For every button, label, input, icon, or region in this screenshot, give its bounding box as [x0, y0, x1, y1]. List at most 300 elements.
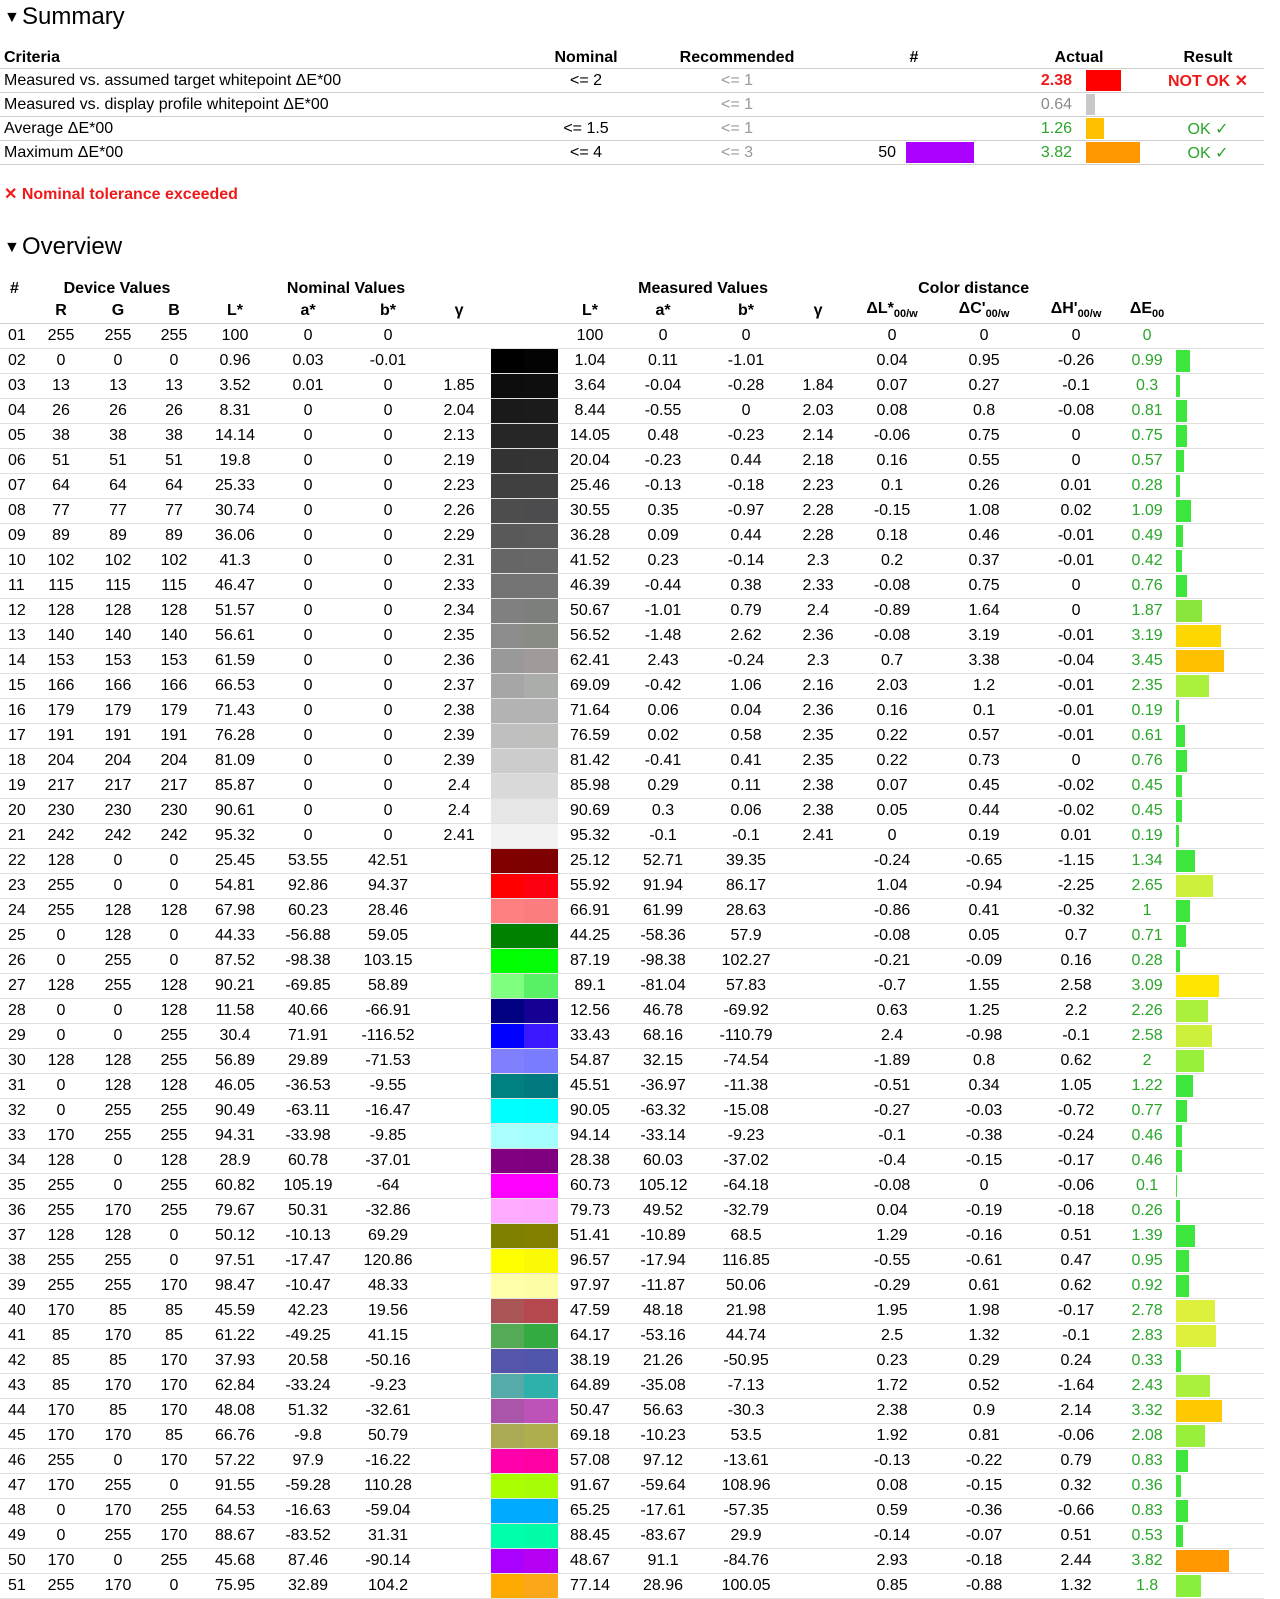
r-cell: 51	[32, 449, 90, 474]
num-cell: 15	[0, 674, 32, 699]
nominal-b-cell: 0	[348, 424, 428, 449]
g-cell: 89	[90, 524, 146, 549]
delta-e-bar	[1174, 399, 1264, 424]
g-cell: 128	[90, 1224, 146, 1249]
measured-b-cell: -7.13	[704, 1374, 788, 1399]
measured-a-cell: 0.06	[622, 699, 704, 724]
nominal-l-cell: 28.9	[202, 1149, 268, 1174]
measured-b-cell: 102.27	[704, 949, 788, 974]
delta-c-cell: 1.08	[936, 499, 1032, 524]
delta-h-cell: 0.01	[1032, 824, 1120, 849]
nominal-l-cell: 0.96	[202, 349, 268, 374]
measured-b-cell: 57.9	[704, 924, 788, 949]
nominal-b-cell: 50.79	[348, 1424, 428, 1449]
delta-h-cell: 0.62	[1032, 1049, 1120, 1074]
delta-e-bar	[1174, 599, 1264, 624]
g-cell: 255	[90, 949, 146, 974]
g-cell: 128	[90, 924, 146, 949]
r-cell: 170	[32, 1549, 90, 1574]
nominal-b-cell: -9.55	[348, 1074, 428, 1099]
table-row	[0, 849, 1264, 874]
actual-bar	[1086, 141, 1152, 165]
delta-h-cell: -0.01	[1032, 524, 1120, 549]
r-cell: 115	[32, 574, 90, 599]
nominal-l-cell: 60.82	[202, 1174, 268, 1199]
r-cell: 255	[32, 899, 90, 924]
nominal-header: Nominal	[520, 43, 652, 69]
summary-heading[interactable]	[4, 2, 125, 33]
nominal-a-cell: 29.89	[268, 1049, 348, 1074]
overview-heading[interactable]	[4, 232, 122, 263]
delta-e-bar	[1174, 449, 1264, 474]
delta-e-cell: 2.65	[1120, 874, 1174, 899]
nominal-l-cell: 41.3	[202, 549, 268, 574]
delta-h-cell: 1.32	[1032, 1574, 1120, 1599]
delta-c-cell: 0.8	[936, 1049, 1032, 1074]
nominal-b-header: b*	[348, 298, 428, 324]
num-cell: 27	[0, 974, 32, 999]
num-cell: 03	[0, 374, 32, 399]
b-cell: 0	[146, 949, 202, 974]
delta-h-cell: 2.14	[1032, 1399, 1120, 1424]
measured-a-cell: -10.23	[622, 1424, 704, 1449]
delta-l-cell: 0.16	[848, 699, 936, 724]
b-cell: 13	[146, 374, 202, 399]
table-row	[0, 924, 1264, 949]
table-row	[0, 674, 1264, 699]
r-cell: 0	[32, 349, 90, 374]
table-row	[0, 699, 1264, 724]
delta-h-cell: 0	[1032, 599, 1120, 624]
g-cell: 128	[90, 1049, 146, 1074]
measured-b-cell: 0	[704, 399, 788, 424]
nominal-a-cell: 42.23	[268, 1299, 348, 1324]
nominal-gamma-cell	[428, 1099, 490, 1124]
num-cell: 46	[0, 1449, 32, 1474]
measured-b-cell: 1.06	[704, 674, 788, 699]
color-swatch	[490, 874, 558, 899]
g-cell: 85	[90, 1299, 146, 1324]
g-cell: 85	[90, 1399, 146, 1424]
collapse-triangle-icon[interactable]: ▼	[4, 239, 20, 256]
g-cell: 170	[90, 1499, 146, 1524]
measured-gamma-cell	[788, 324, 848, 349]
delta-e-bar	[1174, 1199, 1264, 1224]
delta-e-cell: 0.57	[1120, 449, 1174, 474]
g-cell: 0	[90, 349, 146, 374]
nominal-b-cell: -64	[348, 1174, 428, 1199]
nominal-b-cell: 0	[348, 524, 428, 549]
b-cell: 140	[146, 624, 202, 649]
delta-l-cell: 0	[848, 824, 936, 849]
nominal-l-cell: 46.05	[202, 1074, 268, 1099]
table-row	[0, 824, 1264, 849]
g-cell: 255	[90, 1124, 146, 1149]
nominal-l-cell: 87.52	[202, 949, 268, 974]
summary-title: Summary	[22, 3, 125, 30]
r-cell: 89	[32, 524, 90, 549]
measured-l-cell: 79.73	[558, 1199, 622, 1224]
recommended-cell: <= 1	[652, 117, 822, 141]
nominal-l-cell: 90.49	[202, 1099, 268, 1124]
nominal-a-cell: 51.32	[268, 1399, 348, 1424]
delta-l-cell: -0.51	[848, 1074, 936, 1099]
table-row	[0, 1199, 1264, 1224]
delta-e-bar	[1174, 874, 1264, 899]
delta-c-cell: 0.45	[936, 774, 1032, 799]
nominal-l-cell: 45.68	[202, 1549, 268, 1574]
nominal-l-cell: 62.84	[202, 1374, 268, 1399]
nominal-b-cell: 59.05	[348, 924, 428, 949]
nominal-gamma-cell	[428, 999, 490, 1024]
measured-b-cell: 0.04	[704, 699, 788, 724]
b-cell: 128	[146, 999, 202, 1024]
nominal-gamma-cell	[428, 974, 490, 999]
table-row	[0, 1499, 1264, 1524]
r-cell: 255	[32, 1174, 90, 1199]
measured-a-cell: -81.04	[622, 974, 704, 999]
delta-e-bar	[1174, 799, 1264, 824]
color-swatch	[490, 399, 558, 424]
measured-gamma-cell: 2.38	[788, 774, 848, 799]
num-cell: 40	[0, 1299, 32, 1324]
nominal-gamma-cell	[428, 1274, 490, 1299]
measured-b-header: b*	[704, 298, 788, 324]
delta-l-cell: 2.38	[848, 1399, 936, 1424]
nominal-l-header: L*	[202, 298, 268, 324]
measured-b-cell: 39.35	[704, 849, 788, 874]
delta-e-cell: 0.49	[1120, 524, 1174, 549]
nominal-a-header: a*	[268, 298, 348, 324]
nominal-b-cell: -9.85	[348, 1124, 428, 1149]
delta-c-cell: -0.16	[936, 1224, 1032, 1249]
color-swatch	[490, 1549, 558, 1574]
nominal-l-cell: 98.47	[202, 1274, 268, 1299]
measured-gamma-cell: 2.35	[788, 724, 848, 749]
nominal-gamma-cell	[428, 874, 490, 899]
delta-c-cell: -0.61	[936, 1249, 1032, 1274]
measured-b-cell: 0.11	[704, 774, 788, 799]
measured-gamma-cell: 2.3	[788, 649, 848, 674]
num-cell: 14	[0, 649, 32, 674]
delta-h-cell: 2.44	[1032, 1549, 1120, 1574]
nominal-b-cell: -71.53	[348, 1049, 428, 1074]
delta-h-cell: 0.62	[1032, 1274, 1120, 1299]
nominal-l-cell: 44.33	[202, 924, 268, 949]
r-cell: 0	[32, 924, 90, 949]
nominal-gamma-cell	[428, 1199, 490, 1224]
r-cell: 85	[32, 1374, 90, 1399]
b-cell: 0	[146, 1574, 202, 1599]
measured-b-cell: -110.79	[704, 1024, 788, 1049]
measured-b-cell: 86.17	[704, 874, 788, 899]
delta-e-cell: 3.45	[1120, 649, 1174, 674]
delta-e-cell: 2.58	[1120, 1024, 1174, 1049]
measured-gamma-cell: 2.38	[788, 799, 848, 824]
r-cell: 0	[32, 1499, 90, 1524]
color-swatch	[490, 1024, 558, 1049]
delta-l-cell: 2.4	[848, 1024, 936, 1049]
num-cell: 48	[0, 1499, 32, 1524]
r-cell: 77	[32, 499, 90, 524]
table-row	[0, 1424, 1264, 1449]
measured-gamma-cell	[788, 1574, 848, 1599]
delta-h-cell: -0.1	[1032, 374, 1120, 399]
num-cell: 47	[0, 1474, 32, 1499]
measured-gamma-cell	[788, 1049, 848, 1074]
delta-l-cell: -0.08	[848, 574, 936, 599]
b-cell: 166	[146, 674, 202, 699]
color-swatch	[490, 1324, 558, 1349]
delta-c-cell: 0.73	[936, 749, 1032, 774]
delta-e-cell: 0.42	[1120, 549, 1174, 574]
nominal-l-cell: 88.67	[202, 1524, 268, 1549]
measured-gamma-cell	[788, 1249, 848, 1274]
nominal-gamma-cell: 2.23	[428, 474, 490, 499]
nominal-b-cell: 28.46	[348, 899, 428, 924]
delta-e-cell: 1	[1120, 899, 1174, 924]
nominal-gamma-cell	[428, 1399, 490, 1424]
measured-gamma-cell: 2.23	[788, 474, 848, 499]
color-swatch	[490, 524, 558, 549]
table-row	[0, 1474, 1264, 1499]
measured-b-cell: 2.62	[704, 624, 788, 649]
nominal-b-cell: 94.37	[348, 874, 428, 899]
nominal-gamma-cell	[428, 1249, 490, 1274]
nominal-b-cell: 0	[348, 624, 428, 649]
delta-c-cell: 0.19	[936, 824, 1032, 849]
num-cell: 08	[0, 499, 32, 524]
summary-header-row	[0, 43, 1264, 69]
table-row	[0, 1099, 1264, 1124]
g-cell: 38	[90, 424, 146, 449]
delta-e-cell: 2.35	[1120, 674, 1174, 699]
b-cell: 0	[146, 349, 202, 374]
measured-b-cell: -0.24	[704, 649, 788, 674]
num-cell: 10	[0, 549, 32, 574]
criteria-cell: Measured vs. display profile whitepoint ΔE*00	[0, 93, 520, 117]
measured-b-cell: -84.76	[704, 1549, 788, 1574]
nominal-gamma-cell	[428, 1374, 490, 1399]
delta-l-cell: -0.7	[848, 974, 936, 999]
measured-l-cell: 60.73	[558, 1174, 622, 1199]
delta-e-cell: 3.09	[1120, 974, 1174, 999]
delta-e-cell: 0.19	[1120, 824, 1174, 849]
delta-c-cell: 1.32	[936, 1324, 1032, 1349]
nominal-gamma-cell: 2.37	[428, 674, 490, 699]
table-row	[0, 1024, 1264, 1049]
measured-l-cell: 69.18	[558, 1424, 622, 1449]
delta-h-cell: -0.18	[1032, 1199, 1120, 1224]
measured-a-cell: -1.48	[622, 624, 704, 649]
measured-a-cell: 0.23	[622, 549, 704, 574]
nominal-b-cell: 0	[348, 649, 428, 674]
delta-h-cell: -0.04	[1032, 649, 1120, 674]
measured-a-cell: -10.89	[622, 1224, 704, 1249]
delta-c-cell: -0.19	[936, 1199, 1032, 1224]
count-header: #	[822, 43, 1006, 69]
nominal-gamma-cell	[428, 1024, 490, 1049]
delta-l-cell: -0.89	[848, 599, 936, 624]
nominal-b-cell: 0	[348, 799, 428, 824]
g-cell: 255	[90, 1474, 146, 1499]
measured-gamma-cell: 2.14	[788, 424, 848, 449]
measured-a-cell: 0	[622, 324, 704, 349]
nominal-l-cell: 8.31	[202, 399, 268, 424]
measured-b-cell: -69.92	[704, 999, 788, 1024]
measured-l-cell: 25.46	[558, 474, 622, 499]
nominal-gamma-cell	[428, 1174, 490, 1199]
color-swatch	[490, 324, 558, 349]
delta-e-cell: 0.45	[1120, 774, 1174, 799]
g-cell: 0	[90, 999, 146, 1024]
measured-l-cell: 87.19	[558, 949, 622, 974]
delta-e-bar	[1174, 974, 1264, 999]
delta-c-cell: -0.18	[936, 1549, 1032, 1574]
measured-a-header: a*	[622, 298, 704, 324]
b-cell: 102	[146, 549, 202, 574]
delta-c-cell: -0.09	[936, 949, 1032, 974]
delta-l-cell: -0.4	[848, 1149, 936, 1174]
delta-e-bar	[1174, 1549, 1264, 1574]
table-row	[0, 1399, 1264, 1424]
delta-h-cell: -0.06	[1032, 1424, 1120, 1449]
delta-c-cell: 0.29	[936, 1349, 1032, 1374]
delta-h-cell: -0.06	[1032, 1174, 1120, 1199]
color-swatch	[490, 1524, 558, 1549]
delta-e-bar	[1174, 824, 1264, 849]
color-swatch	[490, 549, 558, 574]
delta-c-cell: 0.9	[936, 1399, 1032, 1424]
delta-l-header: $\Delta L*_{00/w}$	[848, 298, 936, 324]
num-cell: 20	[0, 799, 32, 824]
nominal-b-cell: -90.14	[348, 1549, 428, 1574]
delta-l-cell: 1.29	[848, 1224, 936, 1249]
num-cell: 34	[0, 1149, 32, 1174]
nominal-b-cell: -116.52	[348, 1024, 428, 1049]
r-cell: 128	[32, 599, 90, 624]
b-cell: 0	[146, 1474, 202, 1499]
g-cell: 170	[90, 1574, 146, 1599]
color-swatch	[490, 349, 558, 374]
color-swatch	[490, 799, 558, 824]
measured-l-cell: 62.41	[558, 649, 622, 674]
measured-gamma-cell: 2.3	[788, 549, 848, 574]
measured-l-cell: 57.08	[558, 1449, 622, 1474]
measured-a-cell: 46.78	[622, 999, 704, 1024]
nominal-a-cell: 0	[268, 499, 348, 524]
g-cell: 64	[90, 474, 146, 499]
measured-a-cell: 0.35	[622, 499, 704, 524]
b-cell: 204	[146, 749, 202, 774]
nominal-b-cell: 19.56	[348, 1299, 428, 1324]
delta-e-bar	[1174, 1274, 1264, 1299]
nominal-gamma-cell	[428, 1474, 490, 1499]
delta-c-cell: -0.94	[936, 874, 1032, 899]
color-swatch	[490, 674, 558, 699]
measured-gamma-cell	[788, 1174, 848, 1199]
measured-a-cell: 91.94	[622, 874, 704, 899]
nominal-l-cell: 54.81	[202, 874, 268, 899]
r-cell: 85	[32, 1324, 90, 1349]
measured-gamma-cell	[788, 1274, 848, 1299]
delta-l-cell: -0.86	[848, 899, 936, 924]
delta-c-cell: -0.15	[936, 1474, 1032, 1499]
delta-h-cell: -0.1	[1032, 1324, 1120, 1349]
nominal-b-cell: 0	[348, 474, 428, 499]
delta-e-cell: 0.99	[1120, 349, 1174, 374]
r-cell: 153	[32, 649, 90, 674]
g-cell: 153	[90, 649, 146, 674]
nominal-b-cell: 0	[348, 774, 428, 799]
collapse-triangle-icon[interactable]: ▼	[4, 9, 20, 26]
num-cell: 04	[0, 399, 32, 424]
measured-gamma-cell	[788, 1074, 848, 1099]
measured-l-cell: 64.17	[558, 1324, 622, 1349]
nominal-b-cell: -59.04	[348, 1499, 428, 1524]
table-row	[0, 1049, 1264, 1074]
measured-a-cell: -11.87	[622, 1274, 704, 1299]
measured-l-cell: 50.47	[558, 1399, 622, 1424]
b-cell: 115	[146, 574, 202, 599]
delta-h-cell: 0	[1032, 424, 1120, 449]
g-cell: 242	[90, 824, 146, 849]
nominal-l-cell: 30.74	[202, 499, 268, 524]
measured-l-cell: 97.97	[558, 1274, 622, 1299]
delta-e-bar	[1174, 924, 1264, 949]
measured-gamma-cell	[788, 1449, 848, 1474]
summary-table	[0, 43, 1264, 165]
delta-l-cell: 0.22	[848, 724, 936, 749]
table-row	[0, 1299, 1264, 1324]
r-cell: 0	[32, 949, 90, 974]
table-row	[0, 524, 1264, 549]
delta-h-header: $\Delta H'_{00/w}$	[1032, 298, 1120, 324]
r-cell: 128	[32, 1224, 90, 1249]
measured-gamma-cell: 1.84	[788, 374, 848, 399]
nominal-gamma-cell	[428, 1574, 490, 1599]
measured-b-cell: -0.28	[704, 374, 788, 399]
color-swatch	[490, 474, 558, 499]
b-cell: 179	[146, 699, 202, 724]
table-row	[0, 624, 1264, 649]
recommended-cell: <= 1	[652, 93, 822, 117]
nominal-a-cell: -10.13	[268, 1224, 348, 1249]
delta-c-cell: 0.34	[936, 1074, 1032, 1099]
delta-l-cell: 0.04	[848, 349, 936, 374]
nominal-a-cell: 0	[268, 449, 348, 474]
measured-gamma-cell	[788, 999, 848, 1024]
r-cell: 38	[32, 424, 90, 449]
g-cell: 255	[90, 974, 146, 999]
measured-gamma-cell	[788, 1424, 848, 1449]
delta-e-bar	[1174, 349, 1264, 374]
measured-gamma-cell	[788, 849, 848, 874]
delta-h-cell: 0.16	[1032, 949, 1120, 974]
nominal-b-cell: 0	[348, 324, 428, 349]
nominal-b-cell: -37.01	[348, 1149, 428, 1174]
nominal-b-cell: 69.29	[348, 1224, 428, 1249]
delta-l-cell: 0.85	[848, 1574, 936, 1599]
color-swatch	[490, 449, 558, 474]
delta-c-cell: 0.81	[936, 1424, 1032, 1449]
b-cell: 0	[146, 924, 202, 949]
delta-h-cell: -0.01	[1032, 724, 1120, 749]
measured-l-cell: 36.28	[558, 524, 622, 549]
nominal-a-cell: -17.47	[268, 1249, 348, 1274]
r-cell: 255	[32, 874, 90, 899]
recommended-header: Recommended	[652, 43, 822, 69]
